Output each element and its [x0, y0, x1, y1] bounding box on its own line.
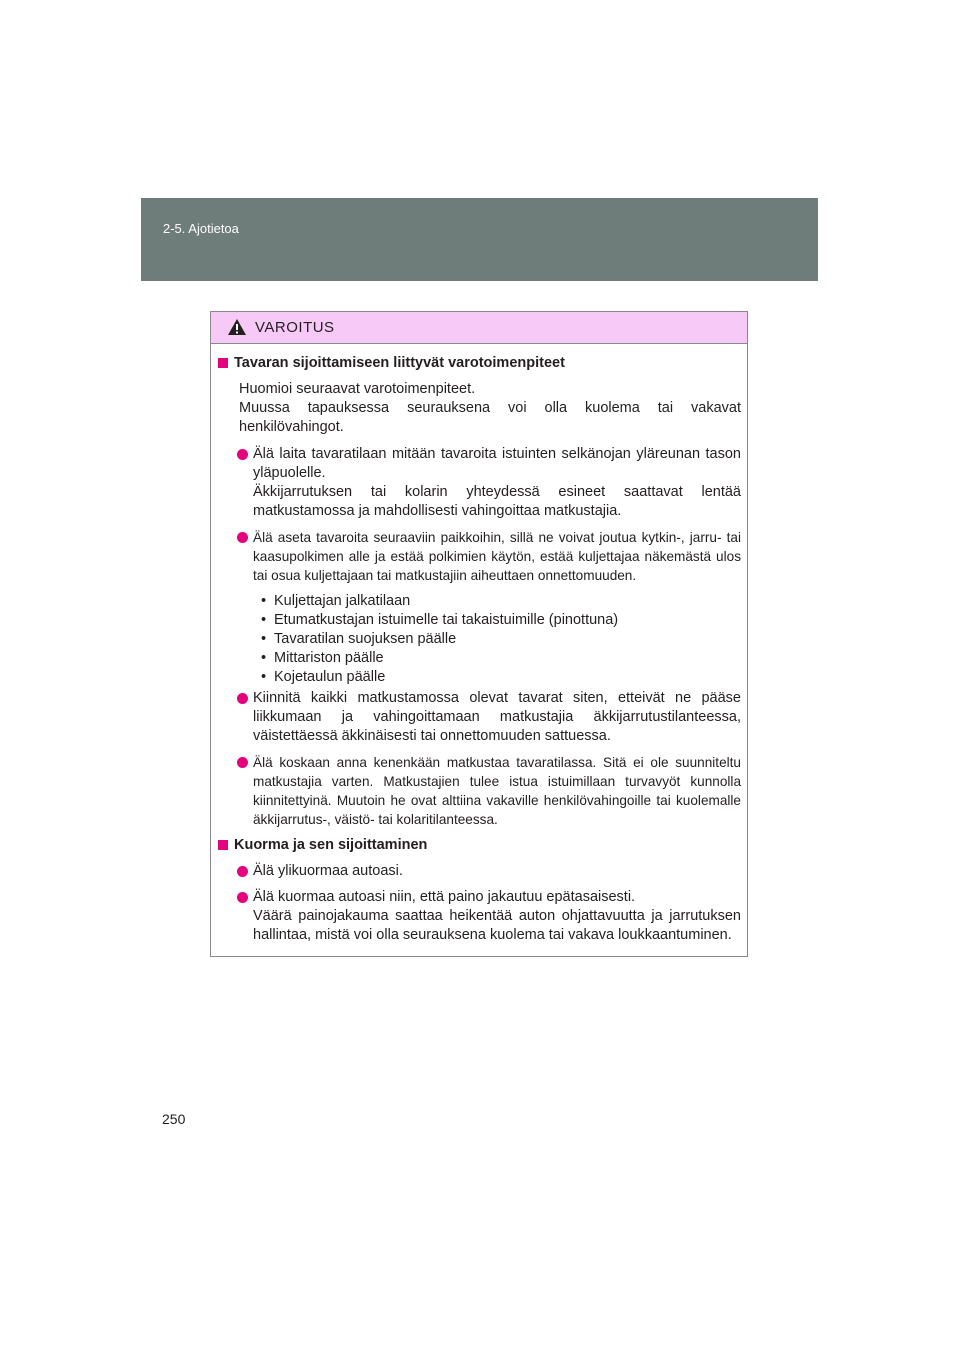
warning-title-bar: [211, 312, 747, 344]
list-item: Älä koskaan anna kenenkään matkustaa tavaratilassa. Sitä ei ole suunniteltu matkustajia varten. Matkustajien tulee istua istuimillaan turvavyöt kunnolla kiinnitettyinä. Muutoin he ovat alttiina vakaville henkilövahingoille tai kuolemalle äkkijarrutus-, väistö- tai kolaritilanteessa.: [220, 753, 741, 829]
section-label: 2-5. Ajotietoa: [163, 221, 239, 236]
section-heading: Tavaran sijoittamiseen liittyvät varotoimenpiteet: [220, 354, 741, 373]
warning-box: [210, 311, 748, 957]
page-number: 250: [162, 1111, 186, 1127]
square-bullet-icon: [218, 840, 228, 850]
sub-list-item: • Kuljettajan jalkatilaan: [261, 593, 411, 609]
list-item: Älä kuormaa autoasi niin, että paino jakautuu epätasaisesti. Väärä painojakauma saattaa heikentää auton ohjattavuutta ja jarrutuksen hallintaa, mistä voi olla seurauksena kuolema tai vakava loukkaantuminen.: [220, 888, 741, 945]
square-bullet-icon: [218, 358, 228, 368]
circle-bullet-icon: [237, 693, 248, 704]
circle-bullet-icon: [237, 757, 248, 768]
section-heading: Kuorma ja sen sijoittaminen: [220, 836, 741, 855]
sub-list-item: • Tavaratilan suojuksen päälle: [261, 631, 457, 647]
sub-list-item: • Etumatkustajan istuimelle tai takaistuimille (pinottuna): [261, 612, 619, 628]
sub-list-item: • Kojetaulun päälle: [261, 669, 386, 685]
list-item: Älä ylikuormaa autoasi.: [220, 862, 741, 881]
warning-content: [211, 344, 747, 945]
circle-bullet-icon: [237, 532, 248, 543]
circle-bullet-icon: [237, 892, 248, 903]
sub-list: [220, 592, 741, 687]
section-header-band: [141, 198, 818, 281]
list-item: Älä aseta tavaroita seuraaviin paikkoihin, sillä ne voivat joutua kytkin-, jarru- tai kaasupolkimen alle ja estää polkimien käytön, estää kuljettajaa näkemästä ulos tai osua kuljettajaan tai matkustajiin aiheuttaen onnettomuuden.: [220, 528, 741, 585]
list-item: Kiinnitä kaikki matkustamossa olevat tavarat siten, etteivät ne pääse liikkumaan ja vahingoittamaan matkustajia äkkijarrutustilanteessa, väistettäessä äkkinäisesti tai onnettomuuden sattuessa.: [220, 689, 741, 746]
warning-title: VAROITUS: [255, 319, 335, 336]
sub-list-item: • Mittariston päälle: [261, 650, 384, 666]
intro-paragraph: Huomioi seuraavat varotoimenpiteet. Muussa tapauksessa seurauksena voi olla kuolema tai vakavat henkilövahingot.: [239, 381, 741, 435]
list-item: Älä laita tavaratilaan mitään tavaroita istuinten selkänojan yläreunan tason yläpuolelle. Äkkijarrutuksen tai kolarin yhteydessä esineet saattavat lentää matkustamossa ja mahdollisesti vahingoittaa matkustajia.: [220, 445, 741, 521]
circle-bullet-icon: [237, 866, 248, 877]
warning-triangle-icon: [227, 318, 247, 336]
circle-bullet-icon: [237, 449, 248, 460]
